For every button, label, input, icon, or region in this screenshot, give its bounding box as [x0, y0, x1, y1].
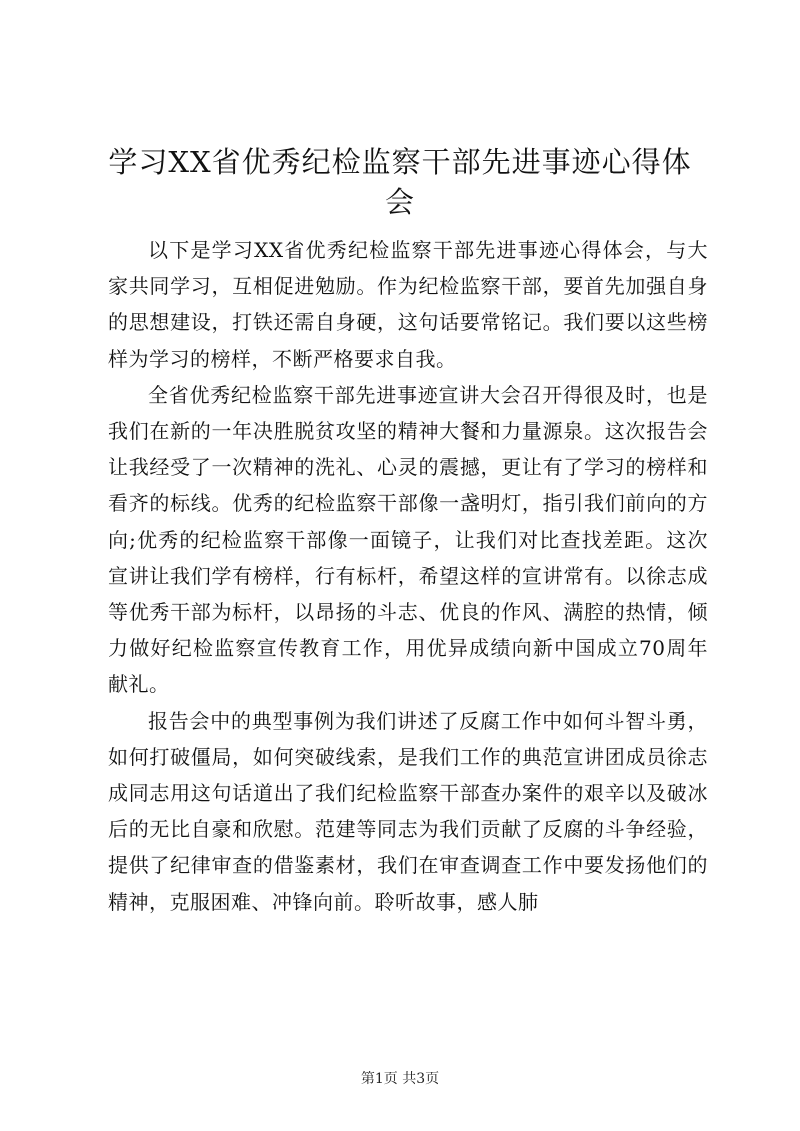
paragraph-meeting: 全省优秀纪检监察干部先进事迹宣讲大会召开得很及时，也是我们在新的一年决胜脱贫攻坚的精神大餐和力量源泉。这次报告会让我经受了一次精神的洗礼、心灵的震撼，更让有了学习的榜样和看齐的标线。优秀的纪检监察干部像一盏明灯，指引我们前向的方向;优秀的纪检监察干部像一面镜子，让我们对比查找差距。这次宣讲让我们学有榜样，行有标杆，希望这样的宣讲常有。以徐志成等优秀干部为标杆，以昂扬的斗志、优良的作风、满腔的热情，倾力做好纪检监察宣传教育工作，用优异成绩向新中国成立70周年献礼。: [108, 382, 708, 697]
document-body: [108, 232, 708, 920]
document-title: 学习XX省优秀纪检监察干部先进事迹心得体会: [108, 145, 692, 219]
paragraph-cases: 报告会中的典型事例为我们讲述了反腐工作中如何斗智斗勇，如何打破僵局，如何突破线索，是我们工作的典范宣讲团成员徐志成同志用这句话道出了我们纪检监察干部查办案件的艰辛以及破冰后的无比自豪和欣慰。范建等同志为我们贡献了反腐的斗争经验，提供了纪律审查的借鉴素材，我们在审查调查工作中要发扬他们的精神，克服困难、冲锋向前。聆听故事，感人肺: [108, 708, 708, 914]
paragraph-intro: 以下是学习XX省优秀纪检监察干部先进事迹心得体会，与大家共同学习，互相促进勉励。作为纪检监察干部，要首先加强自身的思想建设，打铁还需自身硬，这句话要常铭记。我们要以这些榜样为学习的榜样，不断严格要求自我。: [108, 238, 708, 371]
page-number-footer: 第1页 共3页: [360, 1071, 440, 1087]
